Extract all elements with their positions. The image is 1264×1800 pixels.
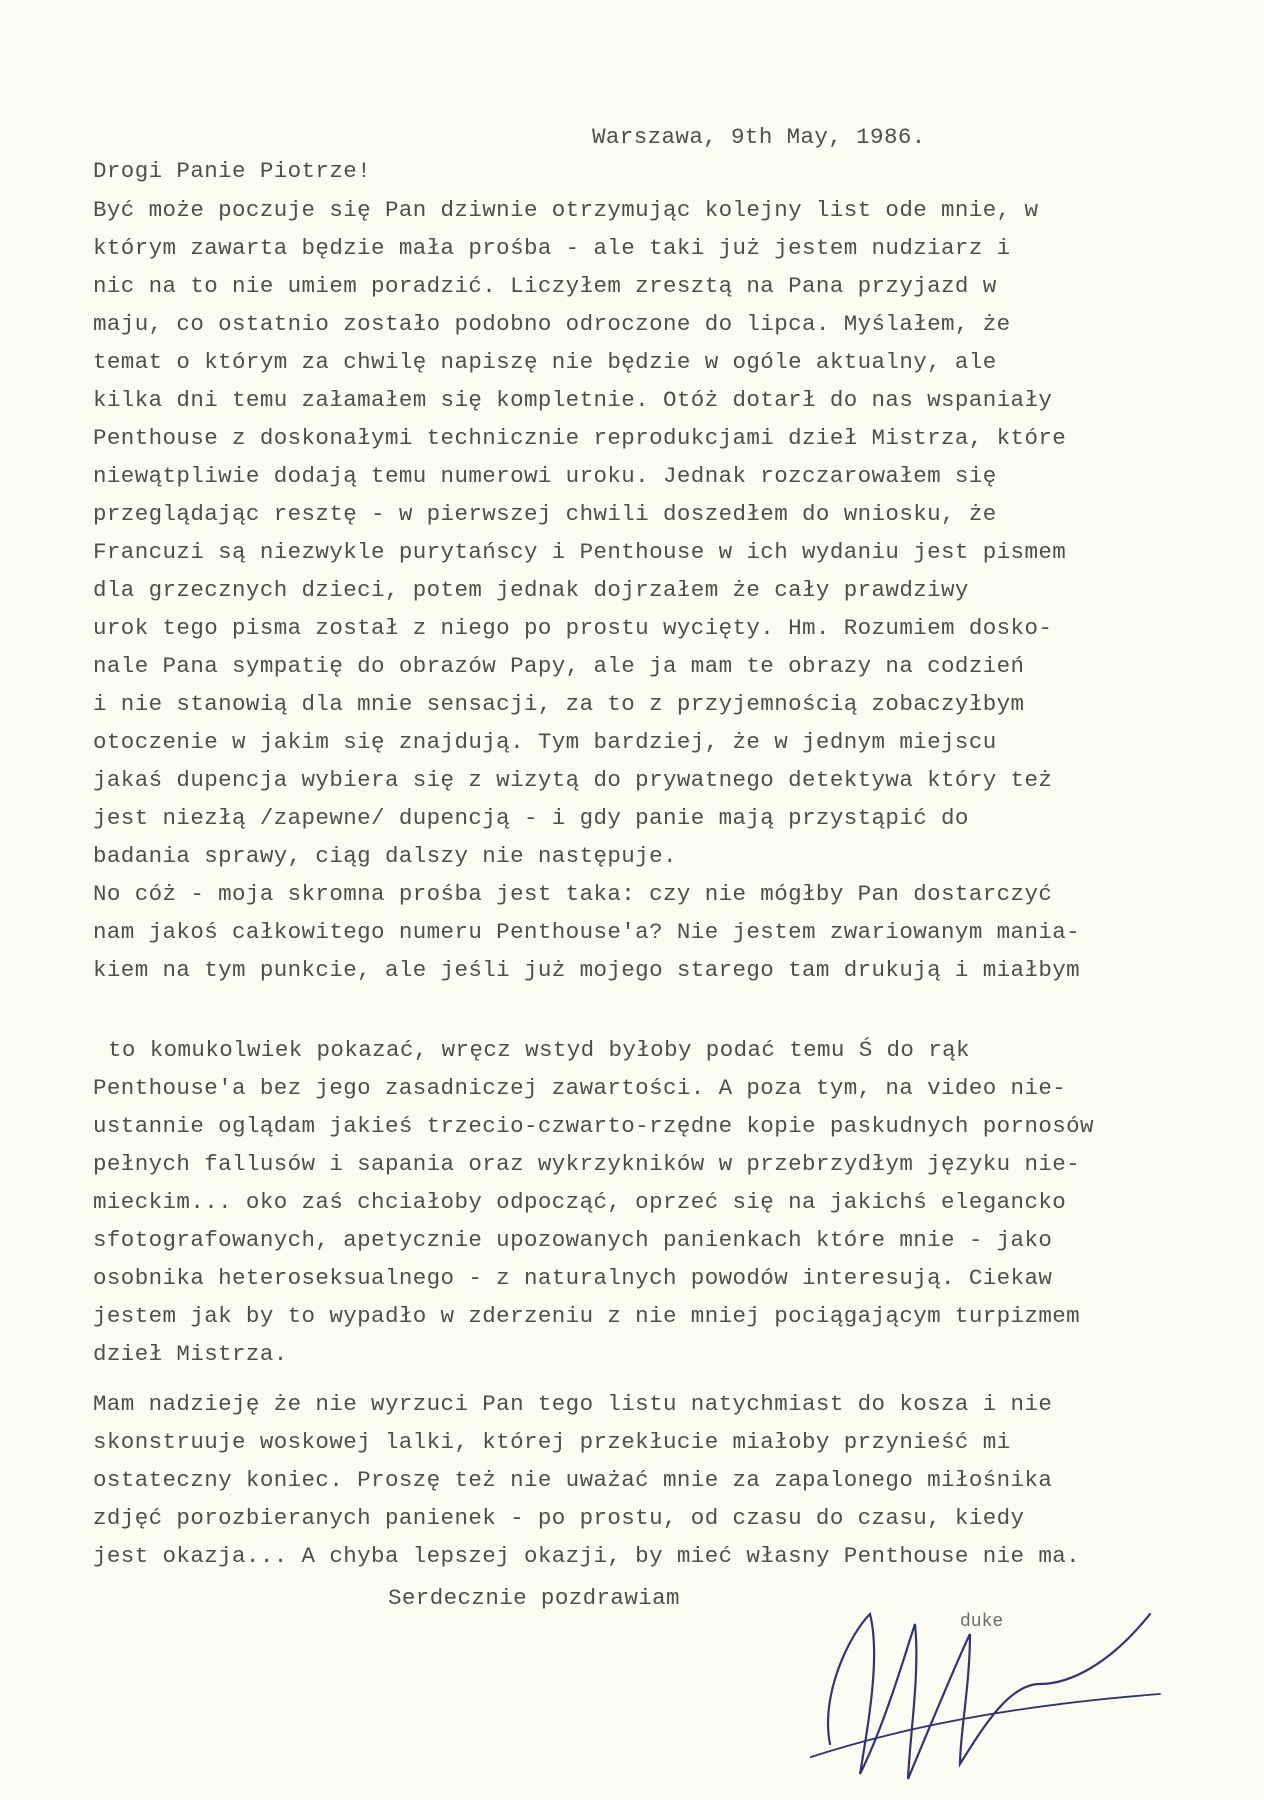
body-line: pełnych fallusów i sapania oraz wykrzykników w przebrzydłym języku nie-	[93, 1151, 1081, 1177]
body-line: jest niezłą /zapewne/ dupencją - i gdy panie mają przystąpić do	[93, 805, 969, 831]
letter-closing: Serdecznie pozdrawiam	[388, 1585, 680, 1611]
body-line: otoczenie w jakim się znajdują. Tym bardziej, że w jednym miejscu	[93, 729, 997, 755]
signature-typed-name: duke	[960, 1612, 1004, 1632]
body-line: osobnika heteroseksualnego - z naturalnych powodów interesują. Ciekaw	[93, 1265, 1053, 1291]
body-line: Mam nadzieję że nie wyrzuci Pan tego listu natychmiast do kosza i nie	[93, 1391, 1053, 1417]
body-line: No cóż - moja skromna prośba jest taka: czy nie mógłby Pan dostarczyć	[93, 881, 1053, 907]
body-line: kilka dni temu załamałem się kompletnie. Otóż dotarł do nas wspaniały	[93, 387, 1053, 413]
body-line: ostateczny koniec. Proszę też nie uważać mnie za zapalonego miłośnika	[93, 1467, 1053, 1493]
body-line: skonstruuje woskowej lalki, której przekłucie miałoby przynieść mi	[93, 1429, 1011, 1455]
body-line: nic na to nie umiem poradzić. Liczyłem zresztą na Pana przyjazd w	[93, 273, 997, 299]
body-line: temat o którym za chwilę napiszę nie będzie w ogóle aktualny, ale	[93, 349, 997, 375]
body-line: kiem na tym punkcie, ale jeśli już mojego starego tam drukują i miałbym	[93, 957, 1081, 983]
letter-date: Warszawa, 9th May, 1986.	[592, 124, 926, 150]
body-line: jakaś dupencja wybiera się z wizytą do prywatnego detektywa który też	[93, 767, 1053, 793]
body-line: Być może poczuje się Pan dziwnie otrzymując kolejny list ode mnie, w	[93, 197, 1039, 223]
body-line: badania sprawy, ciąg dalszy nie następuje.	[93, 843, 677, 869]
body-line: nam jakoś całkowitego numeru Penthouse'a? Nie jestem zwariowanym mania-	[93, 919, 1081, 945]
body-line: zdjęć porozbieranych panienek - po prostu, od czasu do czasu, kiedy	[93, 1505, 1025, 1531]
body-line: maju, co ostatnio zostało podobno odroczone do lipca. Myślałem, że	[93, 311, 1011, 337]
body-line: nale Pana sympatię do obrazów Papy, ale ja mam te obrazy na codzień	[93, 653, 1025, 679]
body-line: którym zawarta będzie mała prośba - ale taki już jestem nudziarz i	[93, 235, 1011, 261]
letter-salutation: Drogi Panie Piotrze!	[93, 158, 372, 184]
body-line: Francuzi są niezwykle purytańscy i Penthouse w ich wydaniu jest pismem	[93, 539, 1067, 565]
body-line: to komukolwiek pokazać, wręcz wstyd byłoby podać temu Ś do rąk	[108, 1037, 970, 1063]
body-line: Penthouse z doskonałymi technicznie reprodukcjami dzieł Mistrza, które	[93, 425, 1067, 451]
body-line: dzieł Mistrza.	[93, 1341, 288, 1367]
body-line: i nie stanowią dla mnie sensacji, za to z przyjemnością zobaczyłbym	[93, 691, 1025, 717]
body-line: sfotografowanych, apetycznie upozowanych panienkach które mnie - jako	[93, 1227, 1053, 1253]
body-line: przeglądając resztę - w pierwszej chwili doszedłem do wniosku, że	[93, 501, 997, 527]
body-line: Penthouse'a bez jego zasadniczej zawartości. A poza tym, na video nie-	[93, 1075, 1067, 1101]
body-line: mieckim... oko zaś chciałoby odpocząć, oprzeć się na jakichś elegancko	[93, 1189, 1067, 1215]
handwritten-signature	[810, 1574, 1170, 1784]
body-line: dla grzecznych dzieci, potem jednak dojrzałem że cały prawdziwy	[93, 577, 969, 603]
body-line: niewątpliwie dodają temu numerowi uroku. Jednak rozczarowałem się	[93, 463, 997, 489]
body-line: ustannie oglądam jakieś trzecio-czwarto-rzędne kopie paskudnych pornosów	[93, 1113, 1094, 1139]
body-line: urok tego pisma został z niego po prostu wycięty. Hm. Rozumiem dosko-	[93, 615, 1053, 641]
body-line: jest okazja... A chyba lepszej okazji, by mieć własny Penthouse nie ma.	[93, 1543, 1081, 1569]
body-line: jestem jak by to wypadło w zderzeniu z nie mniej pociągającym turpizmem	[93, 1303, 1081, 1329]
